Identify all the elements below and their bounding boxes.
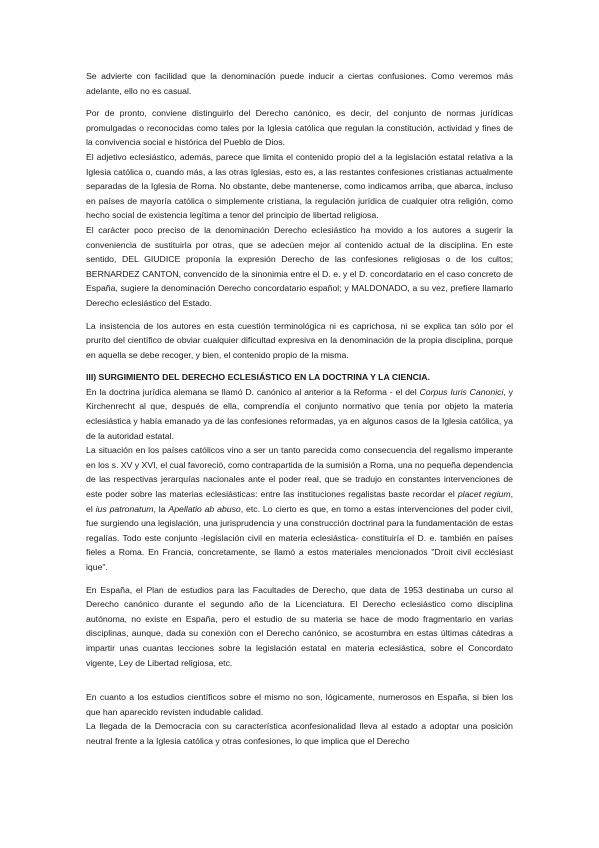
text-run: La situación en los países católicos vino a ser un tanto parecida como consecuencia del regalismo imperante en los s. XV y XVI, el cual favoreció, como contrapartida de la sumisión a Roma, una no pequeña dependencia de las respectivas jerarquías nacionales ante el poder real, que se tradujo en constantes intervenciones de este poder sobre las materias eclesiásticas: entre las instituciones regalistas baste recordar el — [86, 445, 513, 500]
italic-term: Apellatio ab abuso — [168, 503, 241, 514]
text-run: , y Kirchenrecht al que, después de ella, comprendía el conjunto normativo que tenía por objeto la materia eclesiástica y había emanado ya de las confesiones reformadas, ya en algunos casos de la Iglesia católica, ya de la autoridad estatal. — [86, 386, 513, 441]
paragraph-paises-catolicos — [86, 443, 513, 574]
paragraph-doctrina-alemana — [86, 385, 513, 443]
paragraph-intro: Se advierte con facilidad que la denominación puede inducir a ciertas confusiones. Como veremos más adelante, ello no es casual. — [86, 71, 513, 96]
paragraph-insistencia: La insistencia de los autores en esta cuestión terminológica ni es caprichosa, ni se explica tan sólo por el prurito del científico de obviar cualquier dificultad expresiva en la denominación de la propia disciplina, porque en aquella se debe recoger, y bien, el contenido propio de la misma. — [86, 320, 513, 360]
text-run: En la doctrina jurídica alemana se llamó D. canónico al anterior a la Reforma - el del — [86, 386, 420, 397]
paragraph-democracia: La llegada de la Democracia con su característica aconfesionalidad lleva al estado a adoptar una posición neutral frente a la Iglesia católica y otras confesiones, lo que implica que el Derecho — [86, 721, 513, 746]
italic-term: Corpus Iuris Canonici — [419, 386, 504, 397]
text-run: , el — [86, 489, 513, 514]
paragraph-derecho-canonico: Por de pronto, conviene distinguirlo del Derecho canónico, es decir, del conjunto de normas jurídicas promulgadas o reconocidas como tales por la Iglesia católica que regulan la constitución, actividad y fines de la convivencia social e histórica del Pueblo de Dios. — [86, 108, 513, 148]
text-run: , etc. Lo cierto es que, en torno a estas intervenciones del poder civil, fue surgiendo una legislación, una jurisprudencia y una construcción doctrinal para la fundamentación de estas regalías. Todo este conjunto -legislación civil en materia eclesiástica- constituiría el D. e. también en países fieles a Roma. En Francia, concretamente, se llamó a estos materiales mencionados "Droit civil ecclésiast ique". — [86, 503, 513, 572]
paragraph-espana-plan: En España, el Plan de estudios para las Facultades de Derecho, que data de 1953 destinaba un curso al Derecho canónico durante el segundo año de la Licenciatura. El Derecho eclesiástico como disciplina autónoma, no existe en España, pero el estudio de su materia se hace de modo fragmentario en varias disciplinas, aunque, dada su conexión con el Derecho canónico, se acostumbra en estas últimas cátedras a impartir unas cuantas lecciones sobre la legislación estatal en materia eclesiástica, sobre el Concordato vigente, Ley de Libertad religiosa, etc. — [86, 584, 513, 668]
text-run: , la — [153, 503, 169, 514]
section-heading: III) SURGIMIENTO DEL DERECHO ECLESIÁSTICO EN LA DOCTRINA Y LA CIENCIA. — [86, 372, 430, 383]
paragraph-denominacion: El carácter poco preciso de la denominación Derecho eclesiástico ha movido a los autores a sugerir la conveniencia de sustituirla por otras, que se adecúen mejor al contenido actual de la disciplina. En este sentido, DEL GIUDICE proponía la expresión Derecho de las confesiones religiosas o de los cultos; BERNARDEZ CANTON, convencido de la sinonimia entre el D. e. y el D. concordatario en el caso concreto de España, sugiere la denominación Derecho concordatario español; y MALDONADO, a su vez, prefiere llamarlo Derecho eclesiástico del Estado. — [86, 224, 513, 308]
italic-term: ius patronatum — [95, 503, 154, 514]
paragraph-adjetivo-eclesiastico: El adjetivo eclesiástico, además, parece que limita el contenido propio del a la legislación estatal relativa a la Iglesia católica o, cuando más, a las otras Iglesias, esto es, a las restantes confesiones cristianas actualmente separadas de la Iglesia de Roma. No obstante, debe mantenerse, como indicamos arriba, que abarca, incluso en países de mayoría católica o simplemente cristiana, la regulación jurídica de cualquier otra religión, como hecho social de existencia legítima a tenor del principio de libertad religiosa. — [86, 151, 513, 221]
italic-term: placet regium — [457, 489, 511, 500]
paragraph-estudios-cientificos: En cuanto a los estudios científicos sobre el mismo no son, lógicamente, numerosos en España, si bien los que han aparecido revisten indudable calidad. — [86, 692, 513, 717]
